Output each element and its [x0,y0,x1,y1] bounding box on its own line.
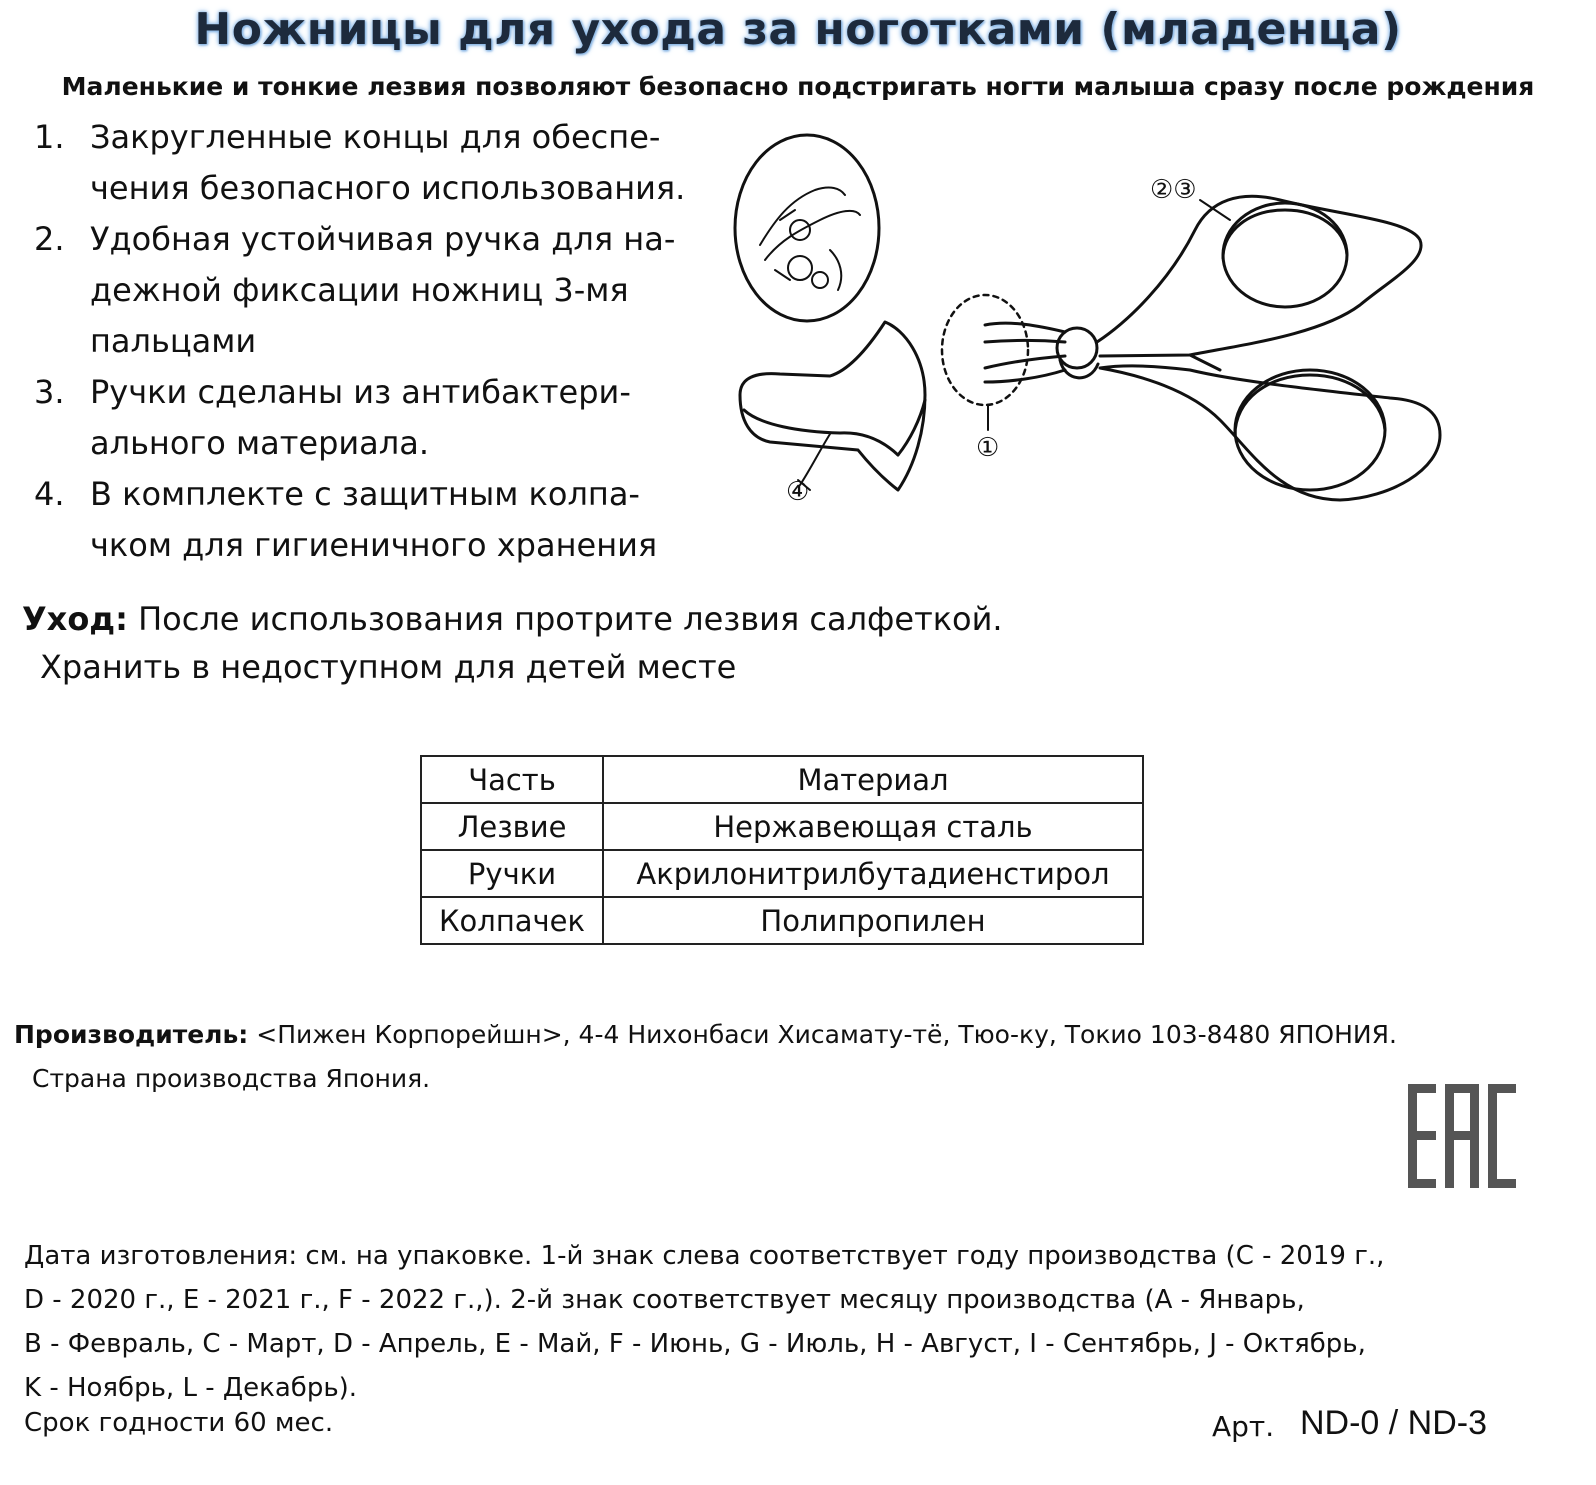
date-info-line: Дата изготовления: см. на упаковке. 1-й знак слева соответствует году производства (С - 2019 г., [24,1241,1385,1271]
table-cell: Колпачек [421,897,603,944]
feature-item [28,367,728,469]
storage-instructions: Хранить в недоступном для детей месте [40,648,737,686]
eac-mark-icon [1408,1080,1518,1190]
feature-item [28,214,728,367]
callout-1: ① [976,433,1000,463]
table-header-cell: Часть [421,756,603,803]
table-row [421,897,1143,944]
article-number: ND-0 / ND-3 [1300,1404,1488,1442]
feature-text: В комплекте с защитным колпа-чком для гигиеничного хранения [90,475,658,564]
care-instructions [22,600,1003,638]
callout-4: ④ [786,477,810,507]
feature-text: Удобная устойчивая ручка для на-дежной фиксации ножниц 3-мя пальцами [90,220,676,360]
table-cell: Нержавеющая сталь [603,803,1143,850]
feature-item [28,112,728,214]
table-cell: Ручки [421,850,603,897]
scissors-icon [942,196,1440,500]
manufacturer-text: <Пижен Корпорейшн>, 4-4 Нихонбаси Хисамату-тё, Тюо-ку, Токио 103-8480 ЯПОНИЯ. [248,1020,1397,1049]
date-info-line: D - 2020 г., E - 2021 г., F - 2022 г.,). 2-й знак соответствует месяцу производства (А - Январь, [24,1285,1305,1315]
feature-text: Ручки сделаны из антибактери-ального материала. [90,373,631,462]
manufacturer-info [14,1020,1397,1049]
table-cell: Лезвие [421,803,603,850]
care-text: После использования протрите лезвия салфеткой. [127,600,1003,638]
cap-icon [740,322,925,490]
page-title: Ножницы для ухода за ноготками (младенца) [194,4,1402,55]
country-of-origin: Страна производства Япония. [32,1064,431,1093]
materials-table [420,755,1144,945]
page-subtitle: Маленькие и тонкие лезвия позволяют безопасно подстригать ногти малыша сразу после рождения [61,72,1535,101]
callout-2-3: ②③ [1150,175,1197,205]
hand-grip-icon [735,135,879,321]
shelf-life: Срок годности 60 мес. [24,1408,334,1438]
feature-number: 3. [34,373,65,411]
feature-text: Закругленные концы для обеспе-чения безопасного использования. [90,118,686,207]
article-label: Арт. [1212,1410,1275,1443]
care-label: Уход: [22,600,128,638]
scissors-diagram [720,120,1460,570]
table-header-row [421,756,1143,803]
feature-list [28,112,728,571]
table-cell: Акрилонитрилбутадиенстирол [603,850,1143,897]
manufacture-date-info [24,1234,1564,1410]
table-cell: Полипропилен [603,897,1143,944]
date-info-line: K - Ноябрь, L - Декабрь). [24,1373,358,1403]
table-row [421,803,1143,850]
manufacturer-label: Производитель: [14,1020,249,1049]
feature-item [28,469,728,571]
feature-number: 2. [34,220,65,258]
table-row [421,850,1143,897]
feature-number: 1. [34,118,65,156]
date-info-line: B - Февраль, С - Март, D - Апрель, E - Май, F - Июнь, G - Июль, H - Август, I - Сентябрь, J - Октябрь, [24,1329,1366,1359]
feature-number: 4. [34,475,65,513]
table-header-cell: Материал [603,756,1143,803]
